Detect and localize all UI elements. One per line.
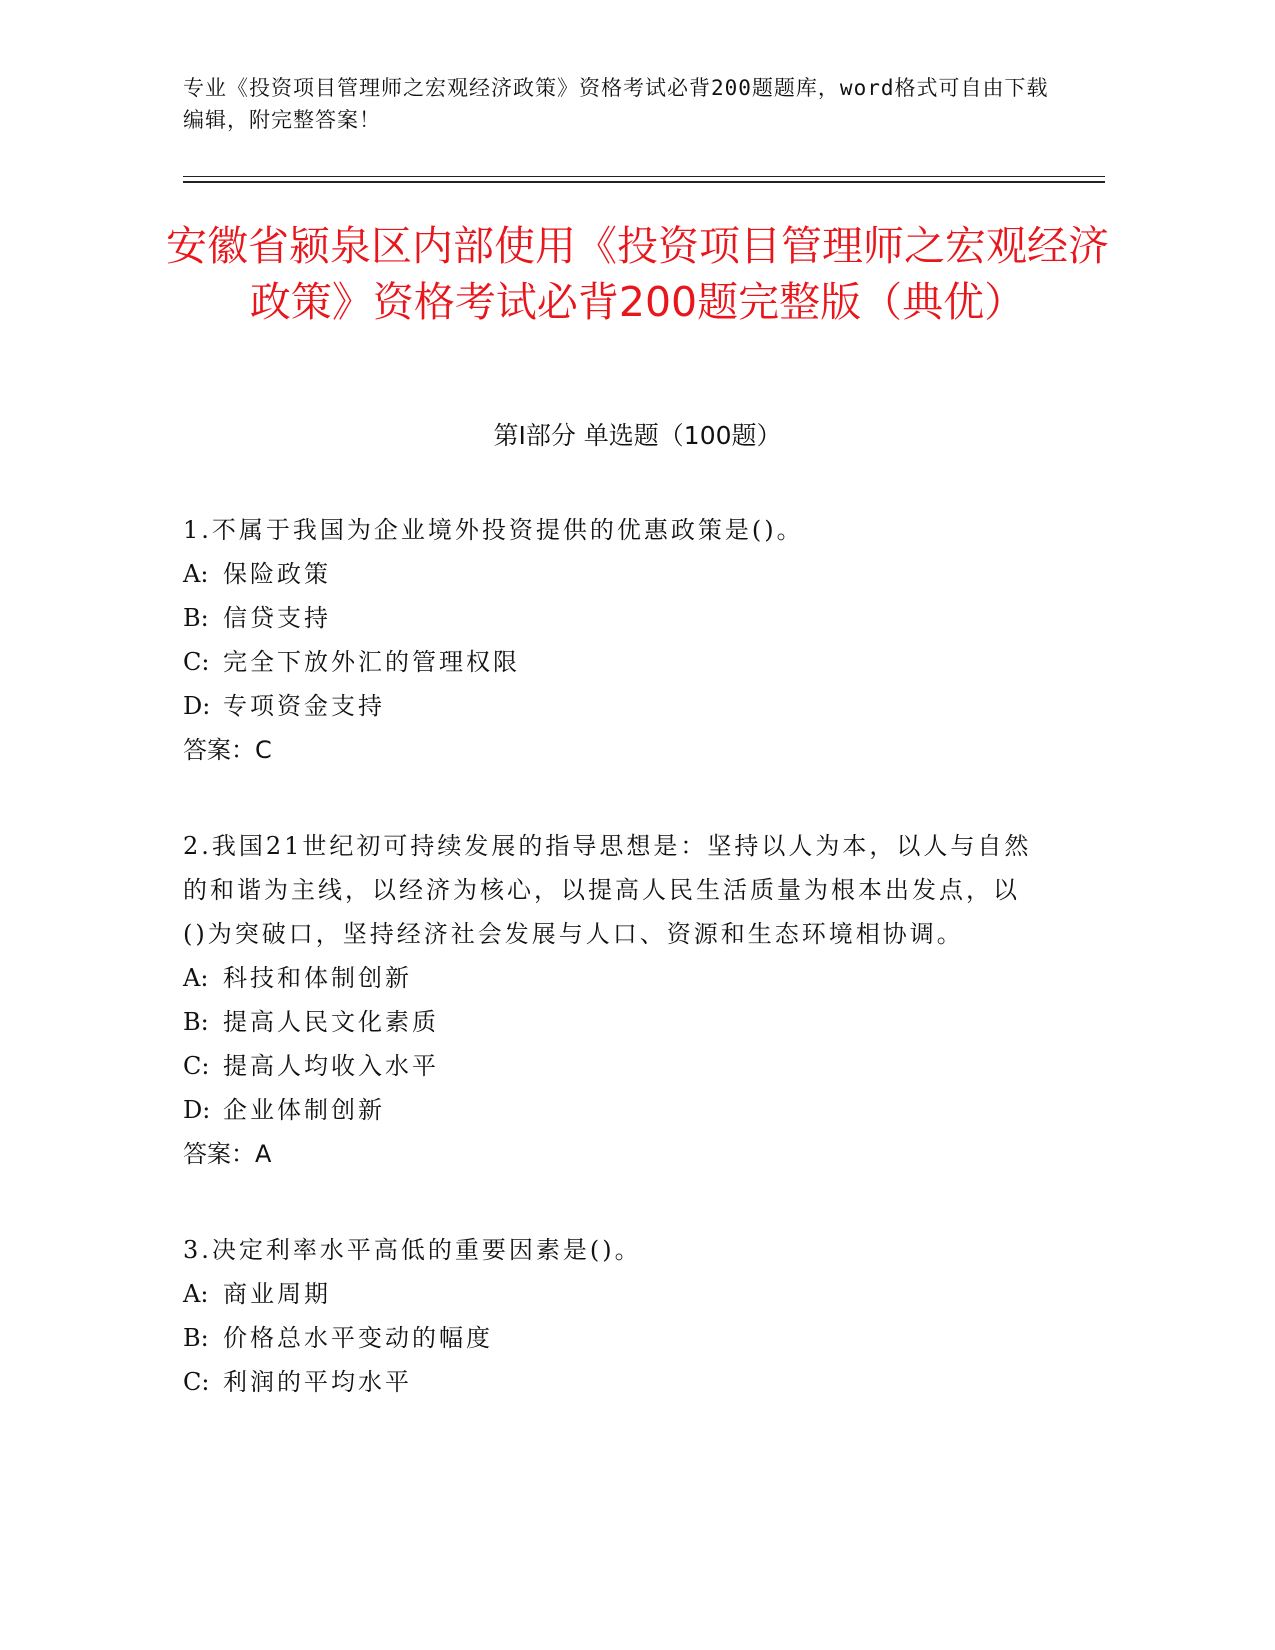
option-a — [183, 1272, 1033, 1316]
option-letter: C: — [183, 1368, 210, 1396]
option-c — [183, 1044, 1033, 1088]
option-letter: C: — [183, 648, 210, 676]
document-title: 安徽省颍泉区内部使用《投资项目管理师之宏观经济政策》资格考试必背200题完整版（典优） — [166, 222, 1109, 326]
option-a — [183, 956, 1033, 1000]
header-divider-thin — [183, 176, 1105, 177]
option-text: 提高人均收入水平 — [223, 1052, 439, 1080]
question-text: 1.不属于我国为企业境外投资提供的优惠政策是()。 — [183, 516, 804, 544]
option-letter: A: — [183, 560, 209, 588]
section-title: 第I部分 单选题（100题） — [493, 421, 782, 450]
question-1 — [183, 508, 1033, 772]
header-divider-thick — [183, 181, 1105, 183]
answer: 答案：C — [183, 736, 272, 764]
option-b — [183, 596, 1033, 640]
option-text: 信贷支持 — [223, 604, 331, 632]
question-text: 2.我国21世纪初可持续发展的指导思想是：坚持以人为本，以人与自然的和谐为主线，以经济为核心，以提高人民生活质量为根本出发点，以()为突破口，坚持经济社会发展与人口、资源和生态环境相协调。 — [183, 832, 1032, 948]
option-letter: A: — [183, 1280, 209, 1308]
option-c — [183, 1360, 1033, 1404]
option-letter: D: — [183, 1096, 211, 1124]
question-text: 3.决定利率水平高低的重要因素是()。 — [183, 1236, 642, 1264]
option-letter: D: — [183, 692, 211, 720]
option-d — [183, 1088, 1033, 1132]
option-letter: A: — [183, 964, 209, 992]
option-text: 商业周期 — [223, 1280, 331, 1308]
option-text: 提高人民文化素质 — [223, 1008, 439, 1036]
option-letter: B: — [183, 604, 209, 632]
option-text: 企业体制创新 — [223, 1096, 385, 1124]
option-letter: B: — [183, 1324, 209, 1352]
option-letter: C: — [183, 1052, 210, 1080]
header-note: 专业《投资项目管理师之宏观经济政策》资格考试必背200题题库，word格式可自由下载编辑，附完整答案！ — [183, 76, 1049, 132]
option-a — [183, 552, 1033, 596]
option-text: 利润的平均水平 — [223, 1368, 412, 1396]
option-b — [183, 1316, 1033, 1360]
option-text: 保险政策 — [223, 560, 331, 588]
question-3 — [183, 1228, 1033, 1404]
question-list — [183, 508, 1033, 1456]
option-letter: B: — [183, 1008, 209, 1036]
option-d — [183, 684, 1033, 728]
option-c — [183, 640, 1033, 684]
option-text: 科技和体制创新 — [223, 964, 412, 992]
option-text: 专项资金支持 — [223, 692, 385, 720]
option-text: 完全下放外汇的管理权限 — [223, 648, 520, 676]
question-2 — [183, 824, 1033, 1176]
answer: 答案：A — [183, 1140, 272, 1168]
option-text: 价格总水平变动的幅度 — [223, 1324, 493, 1352]
option-b — [183, 1000, 1033, 1044]
